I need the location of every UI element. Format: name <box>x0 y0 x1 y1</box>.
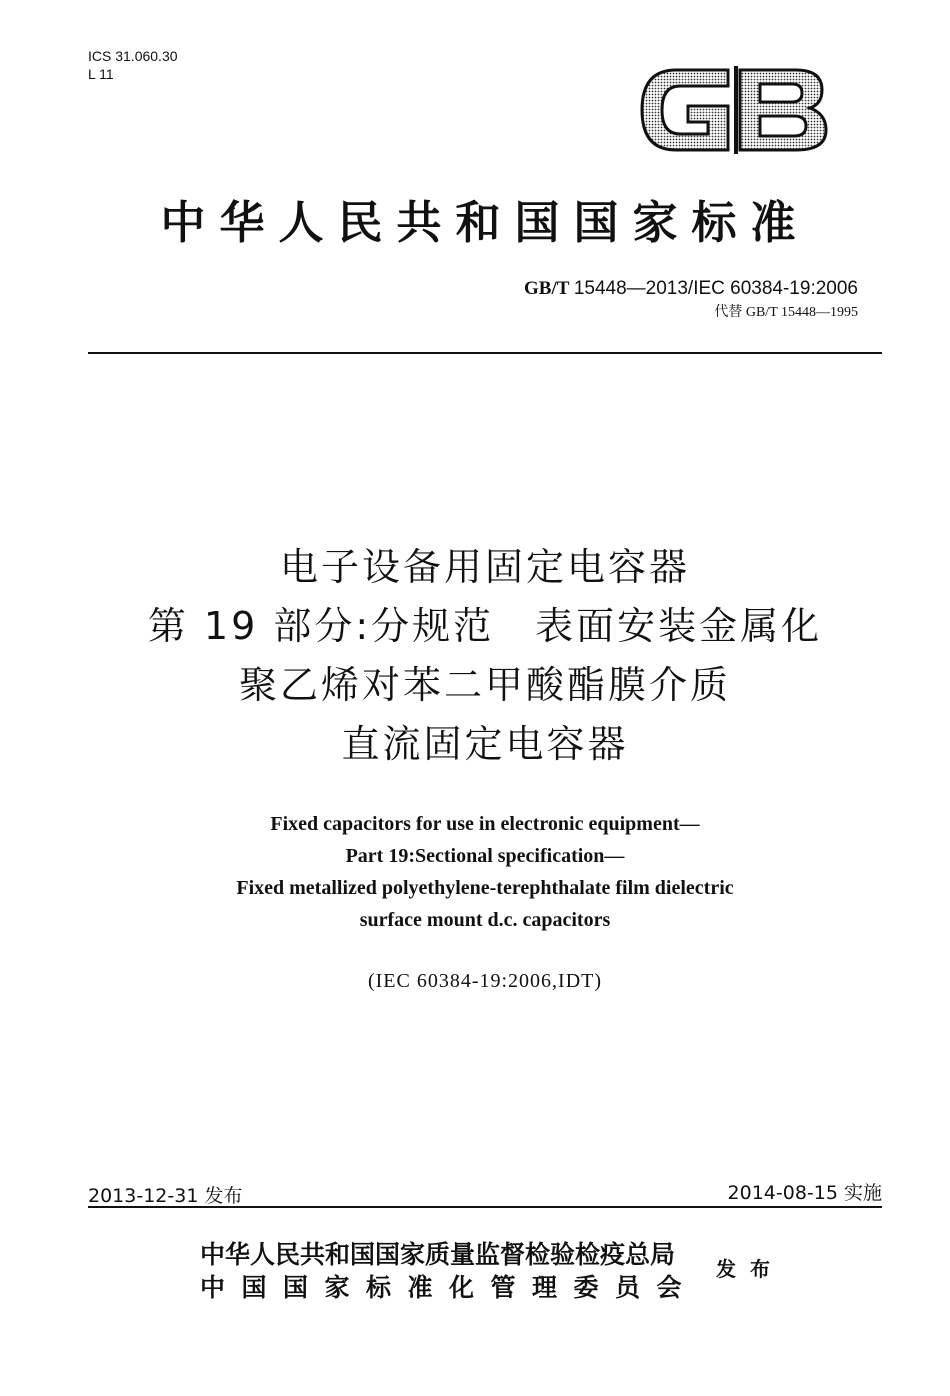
chinese-title-line-1: 电子设备用固定电容器 <box>279 545 690 589</box>
standard-code: 15448—2013/IEC 60384-19:2006 <box>573 278 858 299</box>
english-title-line-4: surface mount d.c. capacitors <box>359 909 611 931</box>
ccs-code: L 11 <box>88 66 114 82</box>
publishers <box>200 1238 698 1304</box>
replaces-standard: 代替 GB/T 15448—1995 <box>714 305 858 320</box>
national-standard-title: 中华人民共和国国家标准 <box>160 196 810 249</box>
chinese-title-line-3: 聚乙烯对苯二甲酸酯膜介质 <box>238 663 731 707</box>
issue-label: 发布 <box>716 1257 784 1281</box>
publisher-line-1: 中华人民共和国国家质量监督检验检疫总局 <box>200 1240 676 1269</box>
top-divider <box>88 352 882 354</box>
iec-reference: (IEC 60384-19:2006,IDT) <box>367 970 603 992</box>
publisher-line-2: 中国国家标准化管理委员会 <box>200 1273 699 1302</box>
chinese-title-line-2: 第 19 部分:分规范 表面安装金属化 <box>147 604 823 648</box>
english-title-line-3: Fixed metallized polyethylene-terephthalate film dielectric <box>236 877 734 899</box>
english-title-line-2: Part 19:Sectional specification— <box>345 845 625 867</box>
classification-codes <box>88 47 178 83</box>
implementation-date: 2014-08-15 实施 <box>727 1182 882 1204</box>
standard-number <box>524 278 858 300</box>
ics-code: ICS 31.060.30 <box>88 48 178 64</box>
gb-logo <box>636 60 832 160</box>
bottom-divider <box>88 1206 882 1208</box>
english-title-line-1: Fixed capacitors for use in electronic equipment— <box>270 813 700 835</box>
english-title <box>88 808 882 936</box>
issue-date: 2013-12-31 发布 <box>88 1185 243 1207</box>
chinese-title-line-4: 直流固定电容器 <box>341 722 629 766</box>
chinese-title <box>60 538 910 774</box>
standard-prefix: GB/T <box>524 278 570 299</box>
